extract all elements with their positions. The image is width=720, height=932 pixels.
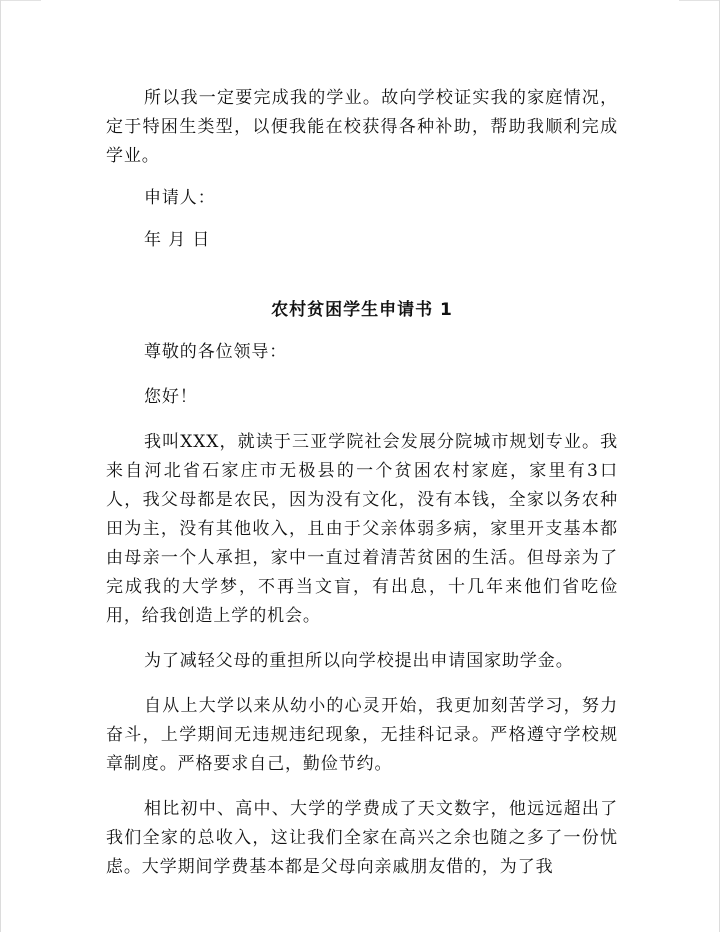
body-paragraph-2: 为了减轻父母的重担所以向学校提出申请国家助学金。 xyxy=(144,651,574,671)
intro-paragraph: 所以我一定要完成我的学业。故向学校证实我的家庭情况，定于特困生类型，以便我能在校获得各种补助，帮助我顺利完成学业。 xyxy=(106,88,618,166)
document-title: 农村贫困学生申请书 1 xyxy=(271,300,453,320)
body-paragraph-4: 相比初中、高中、大学的学费成了天文数字，他远远超出了我们全家的总收入，这让我们全家在高兴之余也随之多了一份忧虑。大学期间学费基本都是父母向亲戚朋友借的，为了我 xyxy=(106,799,618,877)
body-paragraph-3: 自从上大学以来从幼小的心灵开始，我更加刻苦学习，努力奋斗，上学期间无违规违纪现象，无挂科记录。严格遵守学校规章制度。严格要求自己，勤俭节约。 xyxy=(106,696,618,774)
greeting: 您好！ xyxy=(144,387,198,407)
salutation: 尊敬的各位领导： xyxy=(144,342,288,362)
date-label: 年 月 日 xyxy=(144,230,211,250)
body-paragraph-1: 我叫XXX，就读于三亚学院社会发展分院城市规划专业。我来自河北省石家庄市无极县的一个贫困农村家庭，家里有3口人，我父母都是农民，因为没有文化，没有本钱，全家以务农种田为主，没有其他收入，且由于父亲体弱多病，家里开支基本都由母亲一个人承担，家中一直过着清苦贫困的生活。但母亲为了完成我的大学梦，不再当文盲，有出息，十几年来他们省吃俭用，给我创造上学的机会。 xyxy=(106,432,618,626)
document-body xyxy=(106,84,618,882)
applicant-label: 申请人： xyxy=(144,188,216,208)
